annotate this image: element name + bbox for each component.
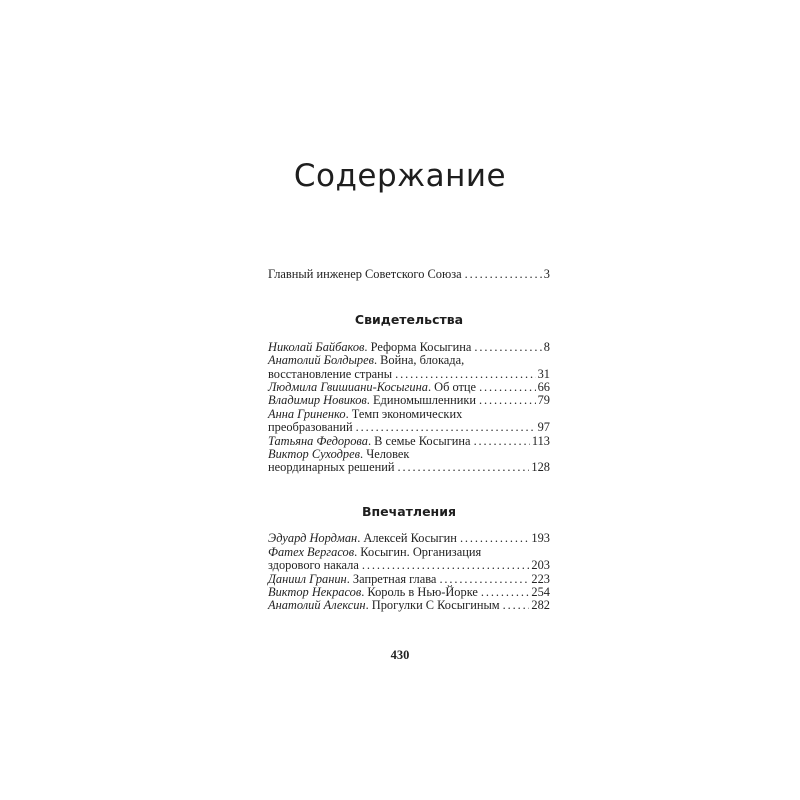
toc-entry (268, 532, 550, 545)
toc-author: Владимир Новиков (268, 393, 367, 408)
toc-page-number: 254 (531, 584, 550, 599)
toc-entry-intro (268, 268, 550, 281)
dot-leader (481, 586, 529, 599)
toc-author: Татьяна Федорова (268, 433, 368, 448)
toc-entry (268, 394, 550, 407)
toc-entry-title: . Прогулки С Косыгиным (365, 598, 500, 613)
toc-page-number: 31 (537, 366, 550, 381)
toc-author: Даниил Гранин (268, 571, 347, 586)
section-heading-impressions: Впечатления (362, 503, 456, 519)
toc-page-number: 79 (537, 393, 550, 408)
toc-entry-title: . Запретная глава (346, 571, 437, 586)
toc-author: Эдуард Нордман (268, 531, 358, 546)
dot-leader (474, 341, 541, 354)
toc-entry-title: . Косыгин. Организация (354, 544, 482, 559)
table-of-contents (268, 268, 550, 613)
dot-leader (439, 573, 529, 586)
toc-author: Анатолий Алексин (268, 598, 366, 613)
toc-entry-title: . В семье Косыгина (367, 433, 471, 448)
toc-entry (268, 586, 550, 599)
toc-author: Анна Гриненко (268, 406, 346, 421)
dot-leader (465, 268, 542, 281)
dot-leader (479, 394, 536, 407)
toc-entry (268, 599, 550, 612)
toc-author: Виктор Некрасов (268, 584, 362, 599)
toc-entry-title: . Алексей Косыгин (357, 531, 457, 546)
dot-leader (356, 421, 536, 434)
toc-page-number: 193 (531, 531, 550, 546)
toc-entry-title-cont: преобразований (268, 420, 353, 435)
dot-leader (474, 435, 530, 448)
toc-entry-title-cont: здорового накала (268, 558, 359, 573)
toc-entry (268, 341, 550, 354)
toc-author: Николай Байбаков (268, 339, 365, 354)
page-number: 430 (390, 648, 410, 662)
toc-page-number: 97 (537, 420, 550, 435)
toc-entry (268, 448, 550, 475)
toc-page-number: 3 (543, 267, 550, 281)
toc-page-number: 128 (531, 460, 550, 475)
toc-author: Людмила Гвишиани-Косыгина (268, 380, 428, 395)
dot-leader (503, 599, 530, 612)
toc-entry (268, 546, 550, 573)
toc-entry-title: . Человек (360, 447, 410, 462)
toc-entry (268, 381, 550, 394)
toc-entry (268, 408, 550, 435)
toc-page-number: 203 (531, 558, 550, 573)
toc-entry-title: . Об отце (427, 380, 477, 395)
toc-entry (268, 573, 550, 586)
toc-page-number: 66 (537, 380, 550, 395)
toc-entry-text: Главный инженер Советского Союза (268, 267, 462, 281)
toc-entry (268, 435, 550, 448)
toc-entry (268, 354, 550, 381)
dot-leader (479, 381, 536, 394)
toc-entry-title-cont: восстановление страны (268, 366, 393, 381)
toc-author: Фатех Вергасов (268, 544, 355, 559)
dot-leader (362, 559, 530, 572)
section-heading-testimonies: Свидетельства (354, 312, 464, 328)
page-title: Содержание (293, 158, 507, 194)
dot-leader (398, 461, 530, 474)
toc-entry-title: . Реформа Косыгина (364, 339, 472, 354)
dot-leader (460, 532, 529, 545)
toc-entry-title: . Война, блокада, (373, 353, 465, 368)
toc-author: Анатолий Болдырев (268, 353, 374, 368)
toc-entry-title-cont: неординарных решений (268, 460, 395, 475)
dot-leader (395, 368, 536, 381)
toc-entry-title: . Темп экономических (345, 406, 463, 421)
toc-page-number: 113 (531, 433, 550, 448)
toc-page-number: 282 (531, 598, 550, 613)
toc-entry-title: . Единомышленники (366, 393, 477, 408)
toc-page-number: 223 (531, 571, 550, 586)
toc-entry-title: . Король в Нью-Йорке (361, 584, 478, 599)
toc-page-number: 8 (543, 339, 550, 354)
toc-author: Виктор Суходрев (268, 447, 360, 462)
